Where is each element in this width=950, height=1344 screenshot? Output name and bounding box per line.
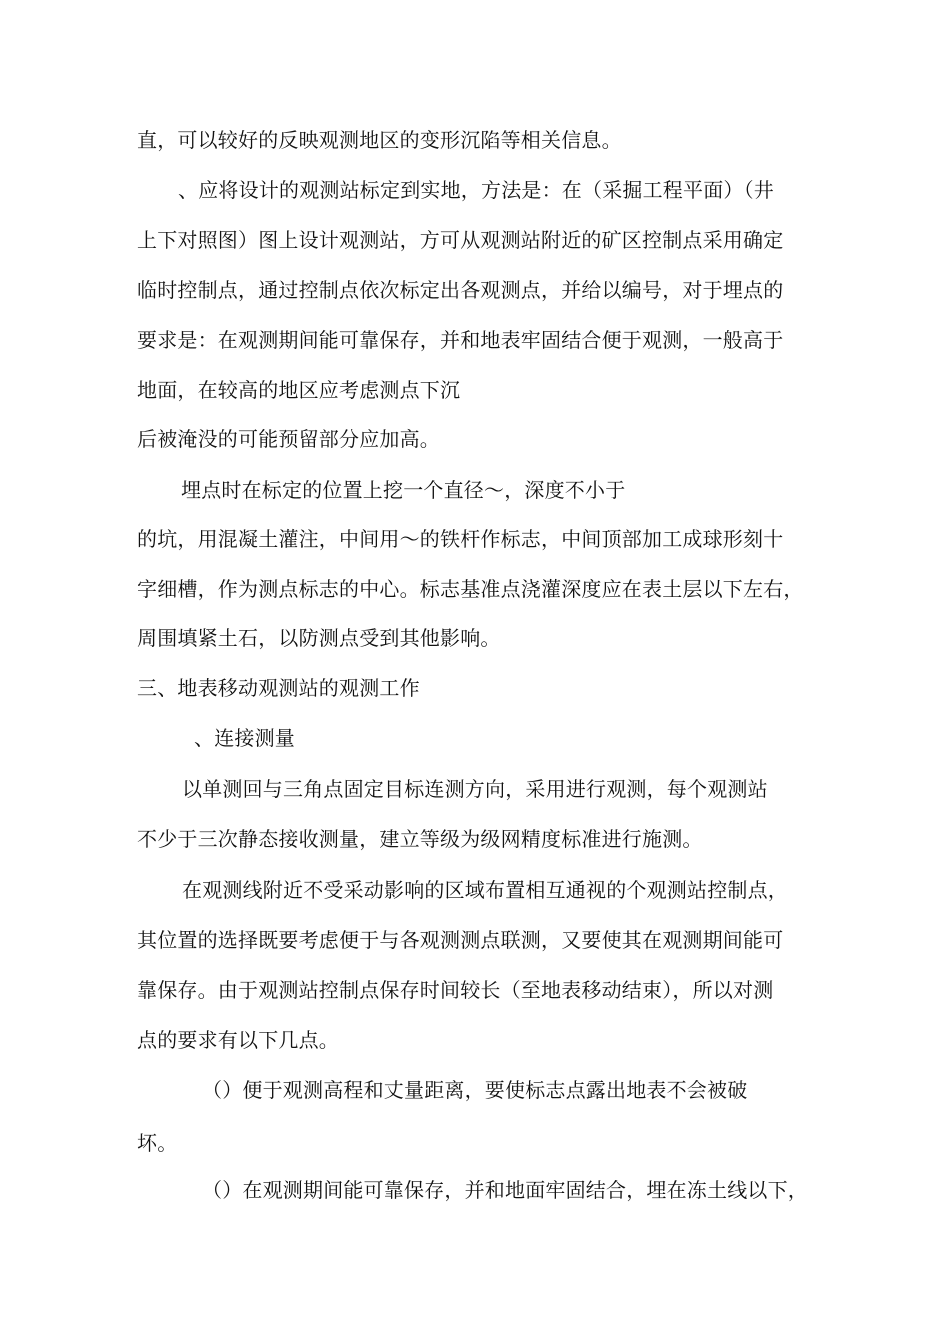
text-line: 地面，在较高的地区应考虑测点下沉: [137, 378, 461, 402]
text-line: 周围填紧土石，以防测点受到其他影响。: [137, 626, 501, 650]
section-heading: 三、地表移动观测站的观测工作: [137, 676, 420, 700]
text-line: 直，可以较好的反映观测地区的变形沉陷等相关信息。: [137, 128, 622, 152]
text-line: 坏。: [137, 1131, 178, 1155]
text-line: 不少于三次静态接收测量，建立等级为级网精度标准进行施测。: [137, 827, 703, 851]
text-line: 其位置的选择既要考虑便于与各观测测点联测，又要使其在观测期间能可: [137, 928, 784, 952]
text-line: 后被淹没的可能预留部分应加高。: [137, 427, 440, 451]
text-line: 以单测回与三角点固定目标连测方向，采用进行观测，每个观测站: [182, 777, 768, 801]
text-line: 点的要求有以下几点。: [137, 1028, 339, 1052]
text-line: 临时控制点，通过控制点依次标定出各观测点，并给以编号，对于埋点的: [137, 278, 784, 302]
list-item: （）在观测期间能可靠保存，并和地面牢固结合，埋在冻土线以下，: [202, 1178, 808, 1202]
text-line: 、应将设计的观测站标定到实地，方法是：在（采掘工程平面）（井: [178, 178, 774, 202]
list-item: （）便于观测高程和丈量距离，要使标志点露出地表不会被破: [202, 1078, 748, 1102]
text-line: 埋点时在标定的位置上挖一个直径～，深度不小于: [181, 478, 626, 502]
text-line: 的坑，用混凝土灌注，中间用～的铁杆作标志，中间顶部加工成球形刻十: [137, 527, 784, 551]
text-line: 在观测线附近不受采动影响的区域布置相互通视的个观测站控制点，: [182, 878, 788, 902]
subsection-heading: 、连接测量: [194, 726, 295, 750]
text-line: 上下对照图）图上设计观测站，方可从观测站附近的矿区控制点采用确定: [137, 228, 784, 252]
text-line: 要求是：在观测期间能可靠保存，并和地表牢固结合便于观测，一般高于: [137, 328, 784, 352]
text-line: 字细槽，作为测点标志的中心。标志基准点浇灌深度应在表土层以下左右，: [137, 577, 804, 601]
text-line: 靠保存。由于观测站控制点保存时间较长（至地表移动结束），所以对测: [137, 978, 774, 1002]
